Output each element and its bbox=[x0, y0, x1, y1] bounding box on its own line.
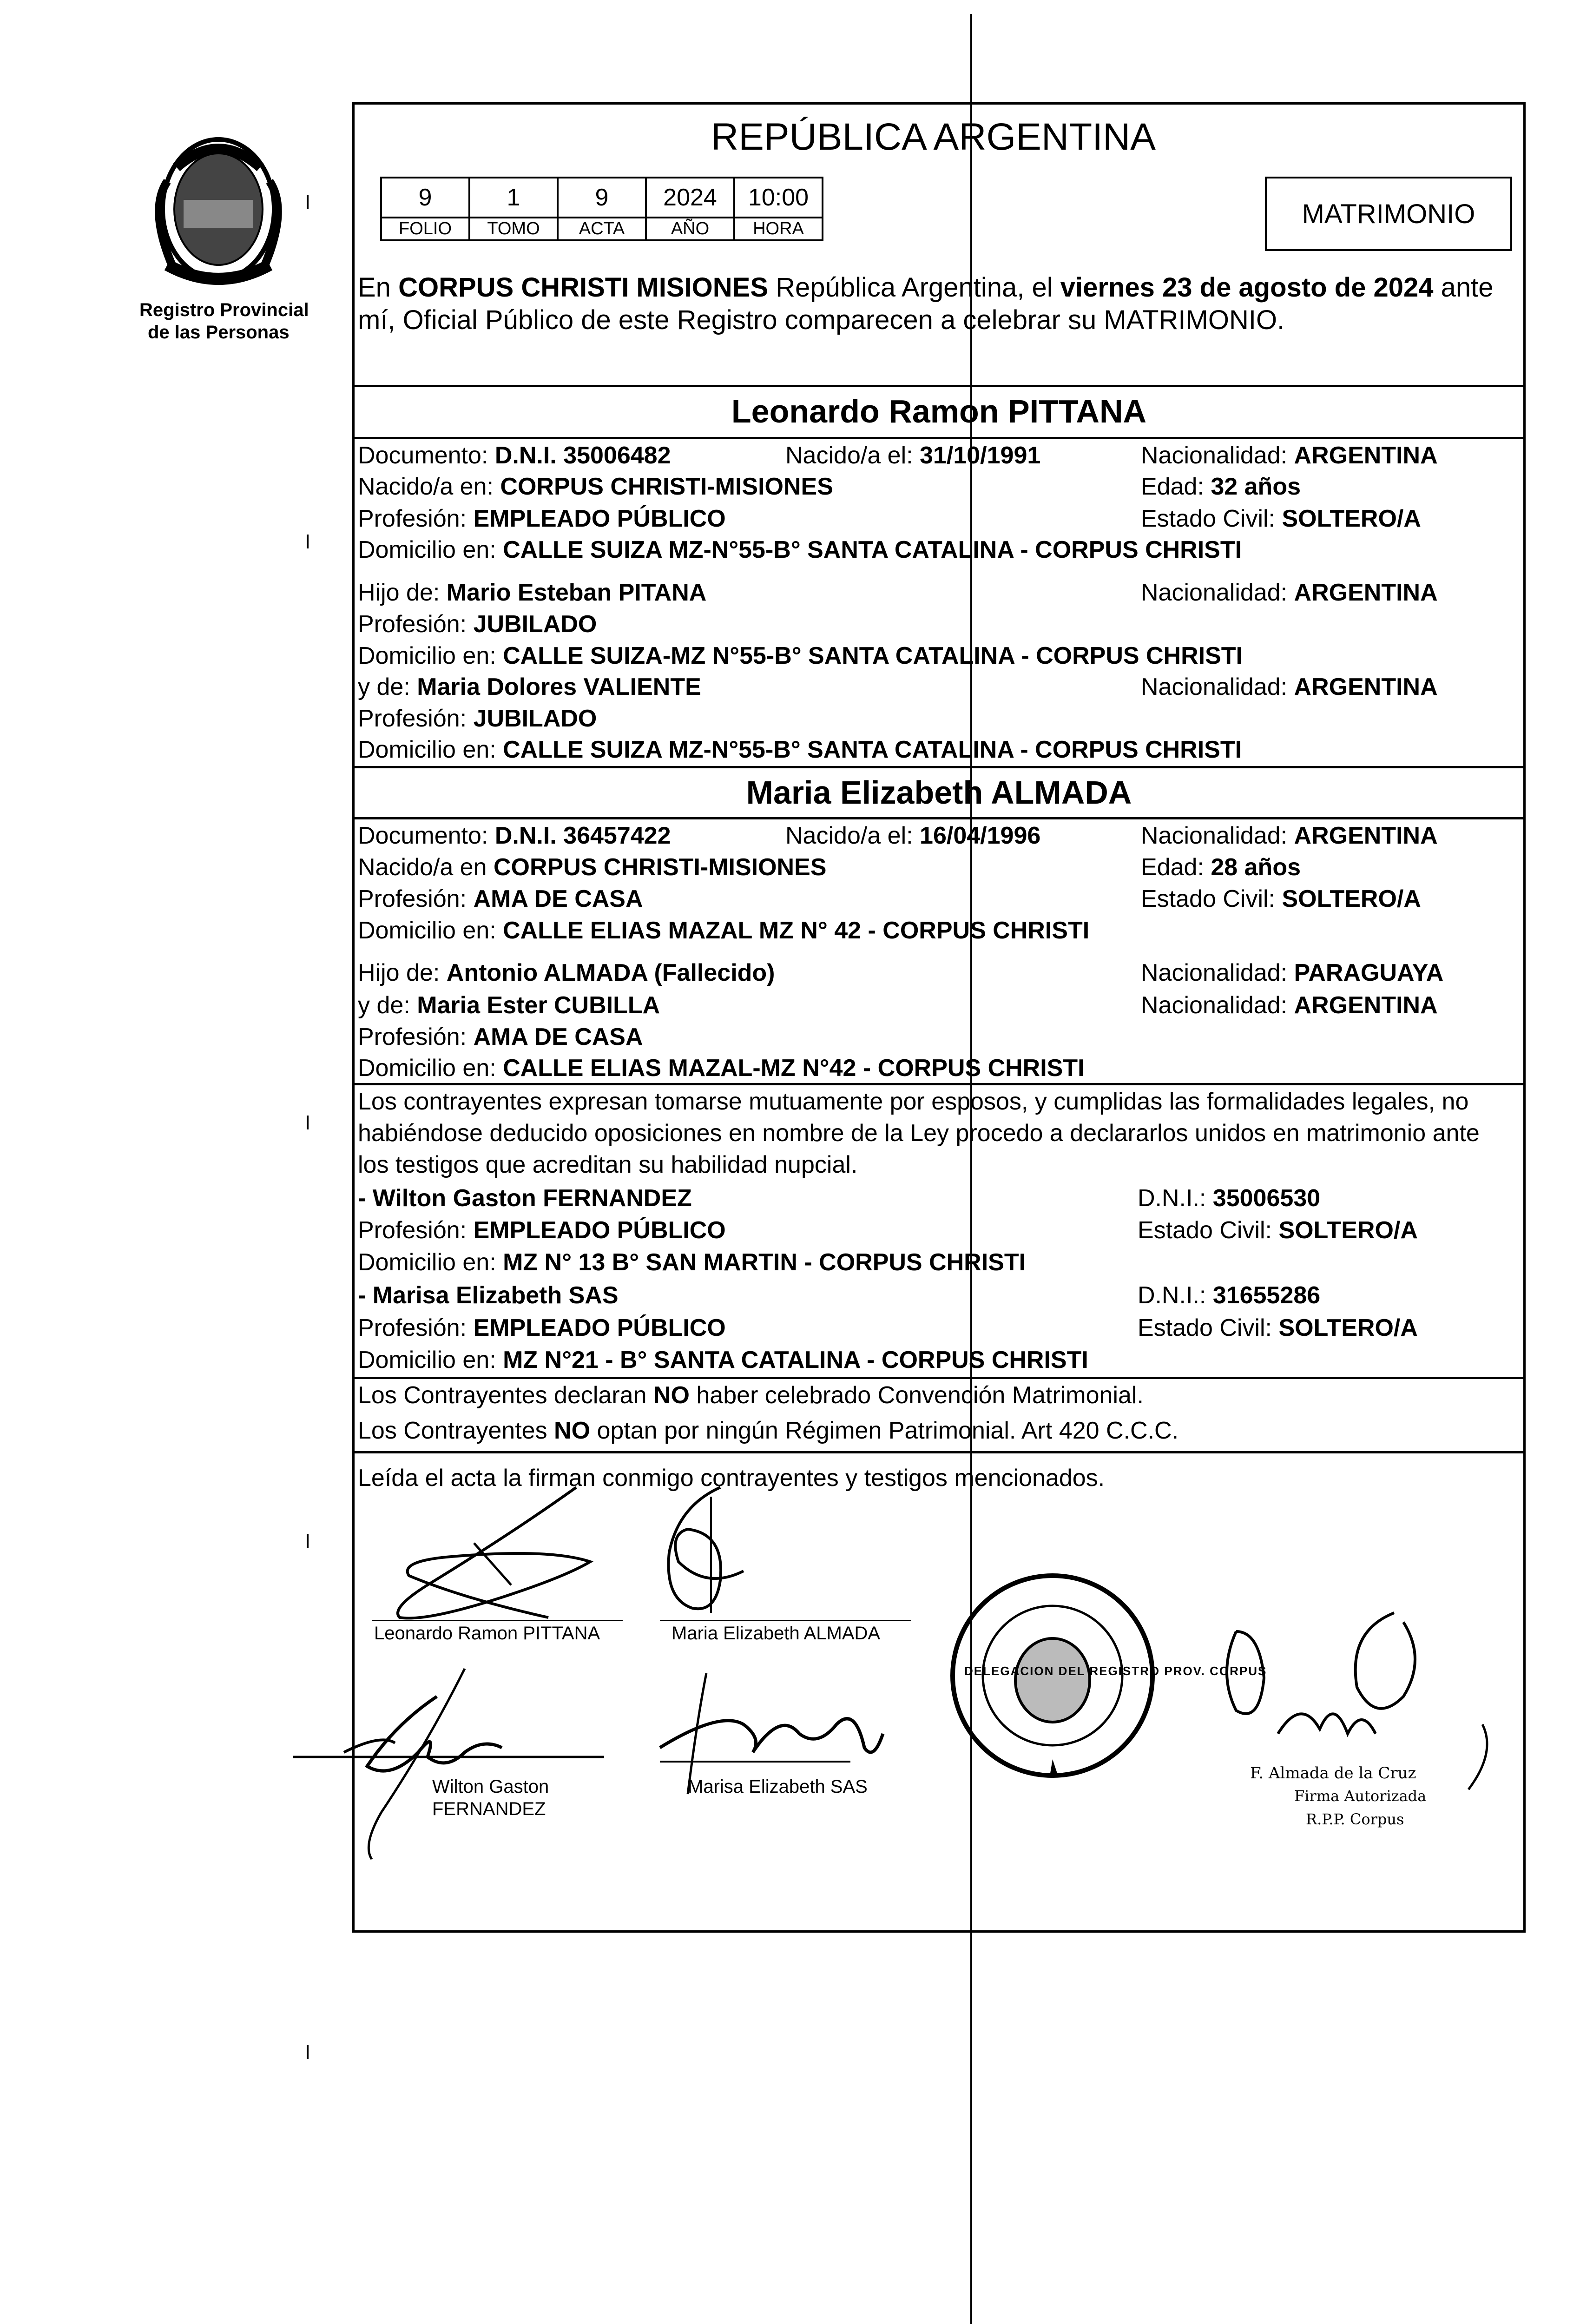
groom-age: Edad: 32 años bbox=[1141, 473, 1301, 500]
acta-value: 9 bbox=[558, 178, 646, 218]
margin-mark bbox=[307, 535, 309, 548]
official-title: Firma Autorizada bbox=[1294, 1787, 1427, 1805]
closing-text: Leída el acta la firman conmigo contrayentes y testigos mencionados. bbox=[358, 1465, 1105, 1492]
divider bbox=[355, 437, 1523, 439]
groom-father: Hijo de: Mario Esteban PITANA bbox=[358, 579, 707, 606]
declaration-line2: habiéndose deducido oposiciones en nombre de la Ley procedo a declararlos unidos en matrimonio ante bbox=[358, 1120, 1480, 1147]
intro-date: viernes 23 de agosto de 2024 bbox=[1060, 272, 1434, 303]
folio-label: FOLIO bbox=[381, 218, 469, 240]
provincial-seal-logo bbox=[139, 125, 297, 293]
record-type-box bbox=[1265, 177, 1512, 251]
signature-line bbox=[372, 1620, 623, 1621]
divider bbox=[355, 817, 1523, 819]
anio-label: AÑO bbox=[646, 218, 734, 240]
tomo-value: 1 bbox=[469, 178, 558, 218]
official-stamp-text: DELEGACION DEL REGISTRO PROV. CORPUS bbox=[964, 1664, 1267, 1678]
center-fold-line bbox=[970, 14, 972, 2324]
groom-mother-profession: Profesión: JUBILADO bbox=[358, 705, 597, 732]
groom-birthplace: Nacido/a en: CORPUS CHRISTI-MISIONES bbox=[358, 473, 833, 500]
divider bbox=[355, 1451, 1523, 1453]
declaration-line3: los testigos que acreditan su habilidad nupcial. bbox=[358, 1151, 858, 1178]
hora-label: HORA bbox=[734, 218, 823, 240]
document-title: REPÚBLICA ARGENTINA bbox=[711, 116, 1156, 158]
groom-father-nationality: Nacionalidad: ARGENTINA bbox=[1141, 579, 1438, 606]
bride-address: Domicilio en: CALLE ELIAS MAZAL MZ N° 42 - CORPUS CHRISTI bbox=[358, 917, 1090, 944]
witness2-profession: Profesión: EMPLEADO PÚBLICO bbox=[358, 1314, 726, 1341]
witness1-signature-name-line1: Wilton Gaston bbox=[432, 1776, 549, 1797]
bride-documento: Documento: D.N.I. 36457422 bbox=[358, 822, 671, 849]
groom-nationality: Nacionalidad: ARGENTINA bbox=[1141, 442, 1438, 469]
intro-place: CORPUS CHRISTI MISIONES bbox=[398, 272, 769, 303]
groom-civil-status: Estado Civil: SOLTERO/A bbox=[1141, 505, 1421, 532]
registry-name-line2: de las Personas bbox=[148, 322, 290, 343]
bride-father-nationality: Nacionalidad: PARAGUAYA bbox=[1141, 959, 1444, 986]
bride-name: Maria Elizabeth ALMADA bbox=[746, 774, 1132, 811]
declaration-line1: Los contrayentes expresan tomarse mutuamente por esposos, y cumplidas las formalidades legales, no bbox=[358, 1088, 1469, 1115]
witness2-dni: D.N.I.: 31655286 bbox=[1138, 1282, 1321, 1309]
witness1-signature bbox=[288, 1659, 669, 1864]
registry-name-line1: Registro Provincial bbox=[139, 300, 309, 320]
witness1-address: Domicilio en: MZ N° 13 B° SAN MARTIN - CORPUS CHRISTI bbox=[358, 1249, 1026, 1276]
bride-mother-nationality: Nacionalidad: ARGENTINA bbox=[1141, 992, 1438, 1019]
groom-mother-nationality: Nacionalidad: ARGENTINA bbox=[1141, 673, 1438, 700]
record-type: MATRIMONIO bbox=[1302, 198, 1475, 229]
official-office: R.P.P. Corpus bbox=[1306, 1810, 1404, 1828]
bride-mother-address: Domicilio en: CALLE ELIAS MAZAL-MZ N°42 - CORPUS CHRISTI bbox=[358, 1055, 1085, 1082]
bride-father: Hijo de: Antonio ALMADA (Fallecido) bbox=[358, 959, 775, 986]
divider bbox=[355, 385, 1523, 387]
convention-line2: Los Contrayentes NO optan por ningún Régimen Patrimonial. Art 420 C.C.C. bbox=[358, 1417, 1179, 1444]
witness2-name: - Marisa Elizabeth SAS bbox=[358, 1282, 619, 1309]
margin-mark bbox=[307, 1116, 309, 1129]
groom-signature-name: Leonardo Ramon PITTANA bbox=[374, 1623, 600, 1644]
bride-profession: Profesión: AMA DE CASA bbox=[358, 885, 643, 912]
signature-line bbox=[660, 1620, 911, 1621]
bride-civil-status: Estado Civil: SOLTERO/A bbox=[1141, 885, 1421, 912]
groom-father-address: Domicilio en: CALLE SUIZA-MZ N°55-B° SANTA CATALINA - CORPUS CHRISTI bbox=[358, 642, 1243, 669]
official-stamp bbox=[946, 1569, 1267, 1783]
witness2-address: Domicilio en: MZ N°21 - B° SANTA CATALINA - CORPUS CHRISTI bbox=[358, 1347, 1088, 1373]
folio-table bbox=[380, 177, 823, 241]
intro-line2: mí, Oficial Público de este Registro comparecen a celebrar su MATRIMONIO. bbox=[358, 305, 1285, 335]
groom-father-profession: Profesión: JUBILADO bbox=[358, 611, 597, 638]
bride-birthdate: Nacido/a el: 16/04/1996 bbox=[785, 822, 1041, 849]
bride-nationality: Nacionalidad: ARGENTINA bbox=[1141, 822, 1438, 849]
groom-profession: Profesión: EMPLEADO PÚBLICO bbox=[358, 505, 726, 532]
intro-line1: En CORPUS CHRISTI MISIONES República Argentina, el viernes 23 de agosto de 2024 ante bbox=[358, 272, 1494, 303]
margin-mark bbox=[307, 2045, 309, 2059]
margin-mark bbox=[307, 195, 309, 209]
bride-signature-name: Maria Elizabeth ALMADA bbox=[672, 1623, 881, 1644]
divider bbox=[355, 1083, 1523, 1085]
groom-mother: y de: Maria Dolores VALIENTE bbox=[358, 673, 701, 700]
bride-signature bbox=[651, 1478, 771, 1622]
bride-birthplace: Nacido/a en CORPUS CHRISTI-MISIONES bbox=[358, 854, 827, 881]
margin-mark bbox=[307, 1534, 309, 1548]
witness1-profession: Profesión: EMPLEADO PÚBLICO bbox=[358, 1217, 726, 1244]
tomo-label: TOMO bbox=[469, 218, 558, 240]
groom-mother-address: Domicilio en: CALLE SUIZA MZ-N°55-B° SANTA CATALINA - CORPUS CHRISTI bbox=[358, 736, 1242, 763]
groom-address: Domicilio en: CALLE SUIZA MZ-N°55-B° SANTA CATALINA - CORPUS CHRISTI bbox=[358, 536, 1242, 563]
bride-mother: y de: Maria Ester CUBILLA bbox=[358, 992, 660, 1019]
witness1-signature-name-line2: FERNANDEZ bbox=[432, 1799, 546, 1819]
witness1-name: - Wilton Gaston FERNANDEZ bbox=[358, 1185, 692, 1212]
convention-line1: Los Contrayentes declaran NO haber celebrado Convención Matrimonial. bbox=[358, 1382, 1144, 1409]
divider bbox=[355, 1377, 1523, 1379]
bride-age: Edad: 28 años bbox=[1141, 854, 1301, 881]
witness1-dni: D.N.I.: 35006530 bbox=[1138, 1185, 1321, 1212]
groom-birthdate: Nacido/a el: 31/10/1991 bbox=[785, 442, 1041, 469]
witness1-civil-status: Estado Civil: SOLTERO/A bbox=[1138, 1217, 1418, 1244]
bride-mother-profession: Profesión: AMA DE CASA bbox=[358, 1023, 643, 1050]
hora-value: 10:00 bbox=[734, 178, 823, 218]
official-name: F. Almada de la Cruz bbox=[1250, 1764, 1416, 1783]
folio-value: 9 bbox=[381, 178, 469, 218]
divider bbox=[355, 766, 1523, 768]
witness2-civil-status: Estado Civil: SOLTERO/A bbox=[1138, 1314, 1418, 1341]
groom-documento: Documento: D.N.I. 35006482 bbox=[358, 442, 671, 469]
groom-name: Leonardo Ramon PITTANA bbox=[731, 393, 1147, 429]
acta-label: ACTA bbox=[558, 218, 646, 240]
anio-value: 2024 bbox=[646, 178, 734, 218]
witness2-signature-name: Marisa Elizabeth SAS bbox=[688, 1776, 868, 1797]
groom-signature bbox=[372, 1478, 632, 1636]
